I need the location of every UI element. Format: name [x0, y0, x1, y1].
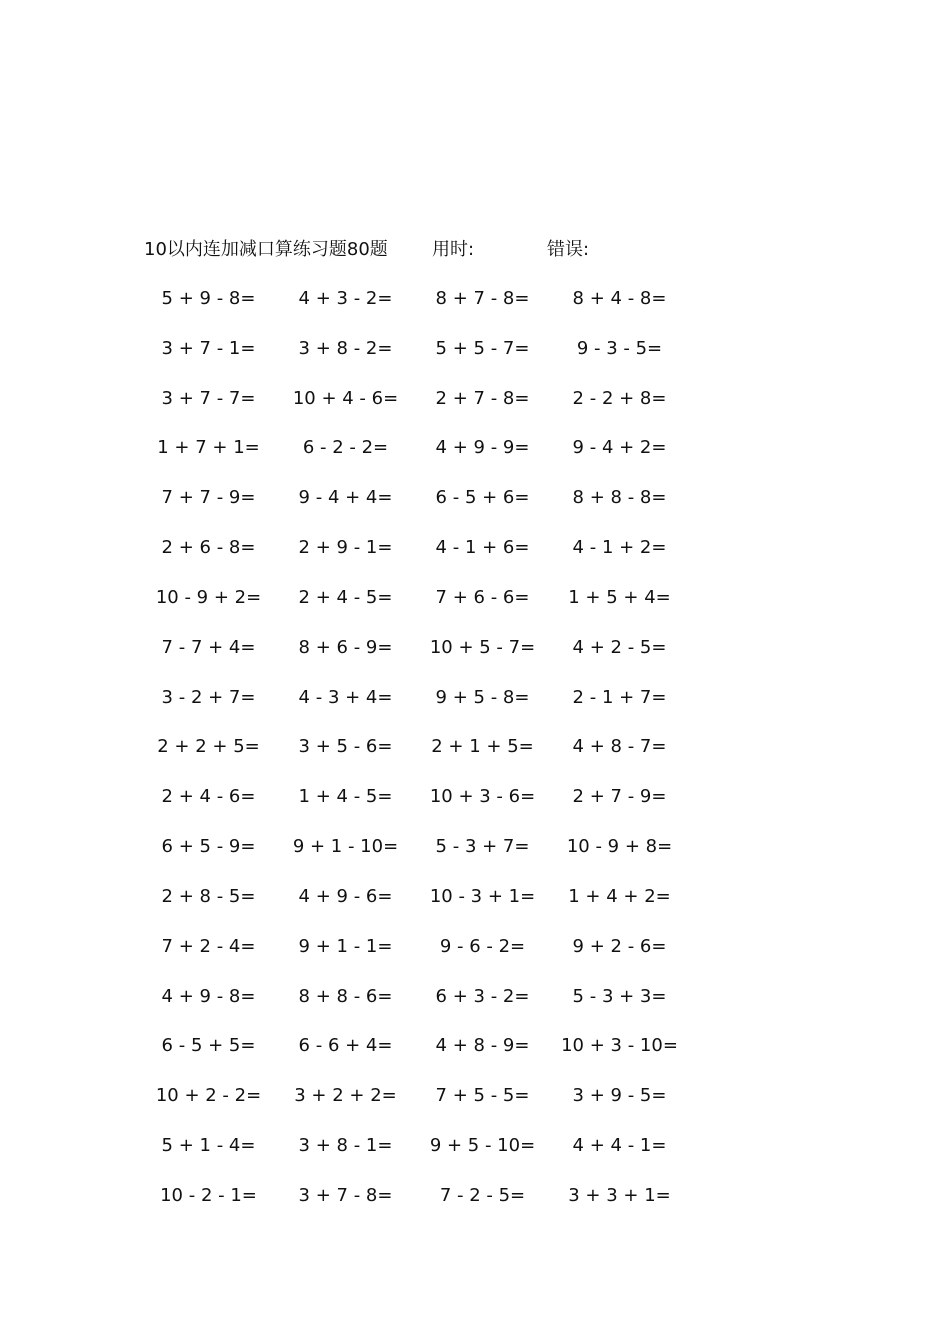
problem-row: [140, 335, 700, 385]
arithmetic-problem: 4 + 9 - 9=: [435, 437, 530, 459]
worksheet-header: [144, 236, 704, 264]
arithmetic-problem: 2 - 2 + 8=: [572, 387, 667, 409]
arithmetic-problem: 1 + 5 + 4=: [568, 586, 671, 608]
worksheet-title: 10以内连加减口算练习题80题: [144, 239, 388, 260]
arithmetic-problem: 6 + 3 - 2=: [435, 985, 530, 1007]
arithmetic-problem: 3 + 7 - 1=: [161, 337, 256, 359]
arithmetic-problem: 2 + 7 - 8=: [435, 387, 530, 409]
arithmetic-problem: 8 + 8 - 8=: [572, 487, 667, 509]
arithmetic-problem: 3 - 2 + 7=: [161, 686, 256, 708]
arithmetic-problem: 10 + 4 - 6=: [292, 387, 399, 409]
problem-row: [140, 285, 700, 335]
arithmetic-problem: 9 + 5 - 10=: [429, 1135, 536, 1157]
arithmetic-problem: 10 + 3 - 6=: [429, 786, 536, 808]
arithmetic-problem: 4 + 8 - 9=: [435, 1035, 530, 1057]
arithmetic-problem: 3 + 5 - 6=: [298, 736, 393, 758]
arithmetic-problem: 2 + 4 - 5=: [298, 586, 393, 608]
arithmetic-problem: 3 + 9 - 5=: [572, 1085, 667, 1107]
arithmetic-problem: 2 + 7 - 9=: [572, 786, 667, 808]
arithmetic-problem: 6 - 5 + 6=: [435, 487, 530, 509]
problem-row: [140, 385, 700, 435]
problem-row: [140, 434, 700, 484]
arithmetic-problem: 3 + 2 + 2=: [294, 1085, 397, 1107]
problem-row: [140, 634, 700, 684]
problem-row: [140, 783, 700, 833]
arithmetic-problem: 3 + 8 - 1=: [298, 1135, 393, 1157]
arithmetic-problem: 10 + 5 - 7=: [429, 636, 536, 658]
problem-row: [140, 1082, 700, 1132]
arithmetic-problem: 10 + 3 - 10=: [561, 1035, 678, 1057]
arithmetic-problem: 9 - 6 - 2=: [439, 935, 526, 957]
arithmetic-problem: 4 + 8 - 7=: [572, 736, 667, 758]
arithmetic-problem: 1 + 4 - 5=: [298, 786, 393, 808]
problem-row: [140, 983, 700, 1033]
arithmetic-problem: 2 + 6 - 8=: [161, 537, 256, 559]
problem-row: [140, 1182, 700, 1232]
arithmetic-problem: 5 + 5 - 7=: [435, 337, 530, 359]
arithmetic-problem: 3 + 3 + 1=: [568, 1184, 671, 1206]
arithmetic-problem: 6 - 6 + 4=: [298, 1035, 393, 1057]
arithmetic-problem: 4 - 1 + 6=: [435, 537, 530, 559]
arithmetic-problem: 8 + 6 - 9=: [298, 636, 393, 658]
errors-label: 错误:: [547, 239, 590, 260]
arithmetic-problem: 2 + 8 - 5=: [161, 885, 256, 907]
arithmetic-problem: 4 + 9 - 6=: [298, 885, 393, 907]
arithmetic-problem: 3 + 8 - 2=: [298, 337, 393, 359]
problem-row: [140, 933, 700, 983]
arithmetic-problem: 9 + 1 - 10=: [292, 836, 399, 858]
arithmetic-problem: 3 + 7 - 8=: [298, 1184, 393, 1206]
arithmetic-problem: 5 - 3 + 3=: [572, 985, 667, 1007]
arithmetic-problem: 4 - 3 + 4=: [298, 686, 393, 708]
problem-row: [140, 1132, 700, 1182]
arithmetic-problem: 7 + 6 - 6=: [435, 586, 530, 608]
arithmetic-problem: 7 + 5 - 5=: [435, 1085, 530, 1107]
arithmetic-problem: 2 + 2 + 5=: [157, 736, 260, 758]
arithmetic-problem: 4 + 2 - 5=: [572, 636, 667, 658]
problem-row: [140, 684, 700, 734]
arithmetic-problem: 9 - 3 - 5=: [576, 337, 663, 359]
arithmetic-problem: 10 - 9 + 8=: [566, 836, 673, 858]
arithmetic-problem: 4 - 1 + 2=: [572, 537, 667, 559]
problem-row: [140, 1032, 700, 1082]
arithmetic-problem: 5 + 9 - 8=: [161, 288, 256, 309]
time-used-label: 用时:: [432, 239, 475, 260]
arithmetic-problem: 5 - 3 + 7=: [435, 836, 530, 858]
arithmetic-problem: 1 + 4 + 2=: [568, 885, 671, 907]
arithmetic-problem: 2 + 1 + 5=: [431, 736, 534, 758]
arithmetic-problem: 2 + 9 - 1=: [298, 537, 393, 559]
problem-row: [140, 833, 700, 883]
arithmetic-problem: 5 + 1 - 4=: [161, 1135, 256, 1157]
problem-row: [140, 733, 700, 783]
arithmetic-problem: 10 + 2 - 2=: [155, 1085, 262, 1107]
arithmetic-problem: 7 + 7 - 9=: [161, 487, 256, 509]
arithmetic-problem: 2 - 1 + 7=: [572, 686, 667, 708]
arithmetic-problem: 7 - 7 + 4=: [161, 636, 256, 658]
arithmetic-problem: 9 + 5 - 8=: [435, 686, 530, 708]
problem-row: [140, 484, 700, 534]
problem-row: [140, 584, 700, 634]
arithmetic-problem: 9 + 2 - 6=: [572, 935, 667, 957]
arithmetic-problem: 8 + 7 - 8=: [435, 288, 530, 309]
arithmetic-problem: 10 - 3 + 1=: [429, 885, 536, 907]
arithmetic-problem: 4 + 9 - 8=: [161, 985, 256, 1007]
arithmetic-problem: 8 + 4 - 8=: [572, 288, 667, 309]
arithmetic-problem: 8 + 8 - 6=: [298, 985, 393, 1007]
arithmetic-problem: 6 - 5 + 5=: [161, 1035, 256, 1057]
arithmetic-problem: 9 - 4 + 2=: [572, 437, 667, 459]
arithmetic-problem: 9 - 4 + 4=: [298, 487, 393, 509]
arithmetic-problem: 7 - 2 - 5=: [439, 1184, 526, 1206]
arithmetic-problem: 10 - 2 - 1=: [160, 1184, 257, 1206]
arithmetic-problem: 1 + 7 + 1=: [157, 437, 260, 459]
arithmetic-problem: 3 + 7 - 7=: [161, 387, 256, 409]
arithmetic-problem: 4 + 3 - 2=: [298, 288, 393, 309]
arithmetic-problem: 10 - 9 + 2=: [155, 586, 262, 608]
arithmetic-problem: 6 - 2 - 2=: [302, 437, 389, 459]
arithmetic-problem: 9 + 1 - 1=: [298, 935, 393, 957]
arithmetic-problem: 6 + 5 - 9=: [161, 836, 256, 858]
problem-row: [140, 883, 700, 933]
arithmetic-problem: 2 + 4 - 6=: [161, 786, 256, 808]
arithmetic-problem: 4 + 4 - 1=: [572, 1135, 667, 1157]
arithmetic-problem: 7 + 2 - 4=: [161, 935, 256, 957]
problem-row: [140, 534, 700, 584]
problem-grid: [140, 285, 700, 1232]
